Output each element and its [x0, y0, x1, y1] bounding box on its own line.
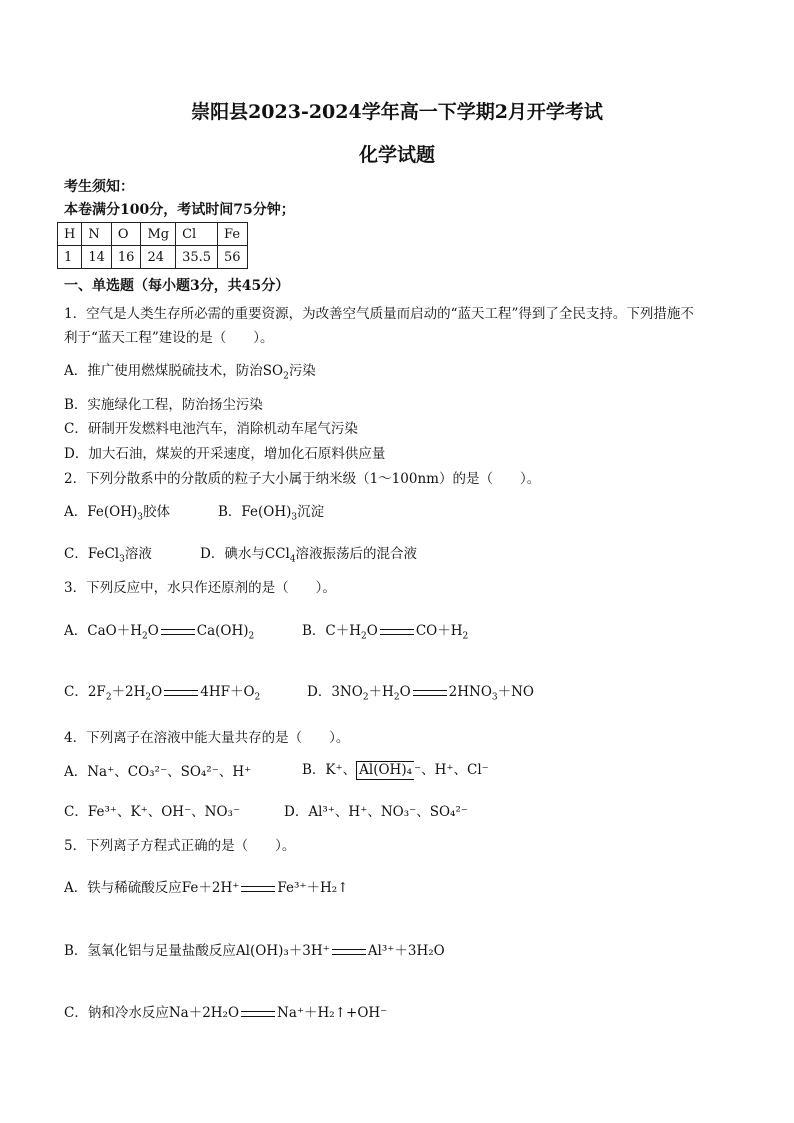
equals-sign [241, 1011, 275, 1017]
table-cell: N [82, 223, 112, 246]
table-cell: Cl [176, 223, 218, 246]
equals-sign [380, 629, 414, 635]
question-5-option-c: C．钠和冷水反应Na＋2H₂O Na⁺＋H₂↑+OH⁻ [64, 1005, 388, 1021]
question-3-option-b: B．$C+H_2O$ $CO+H_2$ [302, 623, 469, 642]
table-cell: Mg [141, 223, 176, 246]
table-cell: Fe [218, 223, 248, 246]
question-1-option-d: D．加大石油，煤炭的开采速度，增加化石原料供应量 [64, 446, 386, 462]
table-cell: 24 [141, 246, 176, 269]
question-1-option-a: A．推广使用燃煤脱硫技术，防治$SO_2$污染 [64, 363, 316, 382]
question-1-stem-cont: 利于“蓝天工程”建设的是（ ）。 [64, 330, 274, 346]
question-5-stem: 5．下列离子方程式正确的是（ ）。 [64, 838, 296, 854]
question-3-option-d: D．$3NO_2+H_2O$ $2HNO_3+NO$ [307, 684, 535, 703]
page-subtitle: 化学试题 [358, 144, 435, 166]
equals-sign [164, 690, 198, 696]
table-cell: 1 [58, 246, 82, 269]
question-4-stem: 4．下列离子在溶液中能大量共存的是（ ）。 [64, 730, 350, 746]
question-5-option-a: A．铁与稀硫酸反应Fe＋2H⁺ Fe³⁺＋H₂↑ [64, 880, 349, 896]
question-4-option-a: A．Na⁺、CO₃²⁻、SO₄²⁻、H⁺ [64, 764, 252, 780]
question-3-option-c: C．$2F_2+2H_2O$ $4HF+O_2$ [64, 684, 261, 703]
table-row [58, 246, 248, 269]
notice-info: 本卷满分100分，考试时间75分钟； [64, 202, 295, 218]
equals-sign [332, 949, 366, 955]
table-cell: 16 [111, 246, 141, 269]
atomic-mass-table [57, 222, 248, 269]
question-2-option-a: A．$Fe(OH)_3$胶体 [64, 504, 170, 523]
table-row [58, 223, 248, 246]
question-2-option-c: C．FeCl$_3$溶液 [64, 546, 152, 565]
question-4-option-d: D．Al³⁺、H⁺、NO₃⁻、SO₄²⁻ [284, 804, 469, 820]
question-5-option-b: B．氢氧化铝与足量盐酸反应Al(OH)₃＋3H⁺ Al³⁺＋3H₂O [64, 943, 445, 959]
question-3-option-a: A．$CaO+H_2O$ $Ca(OH)_2$ [64, 623, 255, 642]
section-heading: 一、单选题（每小题3分，共45分） [64, 278, 290, 294]
equals-sign [161, 629, 195, 635]
complex-ion-bracket: Al(OH)₄ [356, 761, 414, 780]
notice-label: 考生须知： [64, 179, 134, 195]
question-4-option-b: B．K⁺、 Al(OH)₄ ⁻、H⁺、Cl⁻ [302, 762, 489, 778]
equals-sign [413, 690, 447, 696]
question-4-option-c: C．Fe³⁺、K⁺、OH⁻、NO₃⁻ [64, 804, 241, 820]
table-cell: 56 [218, 246, 248, 269]
question-2-stem: 2．下列分散系中的分散质的粒子大小属于纳米级（1～100nm）的是（ ）。 [64, 471, 541, 487]
table-cell: O [111, 223, 141, 246]
question-3-stem: 3．下列反应中，水只作还原剂的是（ ）。 [64, 580, 336, 596]
table-cell: 35.5 [176, 246, 218, 269]
equals-sign [241, 886, 275, 892]
question-2-option-b: B．$Fe(OH)_3$沉淀 [218, 504, 325, 523]
question-2-option-d: D．碘水与CCl$_4$溶液振荡后的混合液 [200, 546, 418, 565]
question-1-option-b: B．实施绿化工程，防治扬尘污染 [64, 397, 263, 413]
page-title: 崇阳县2023-2024学年高一下学期2月开学考试 [191, 101, 603, 123]
question-1-stem: 1．空气是人类生存所必需的重要资源，为改善空气质量而启动的“蓝天工程”得到了全民支持。下列措施不 [64, 306, 694, 322]
question-1-option-c: C．研制开发燃料电池汽车，消除机动车尾气污染 [64, 421, 358, 437]
table-cell: H [58, 223, 82, 246]
table-cell: 14 [82, 246, 112, 269]
